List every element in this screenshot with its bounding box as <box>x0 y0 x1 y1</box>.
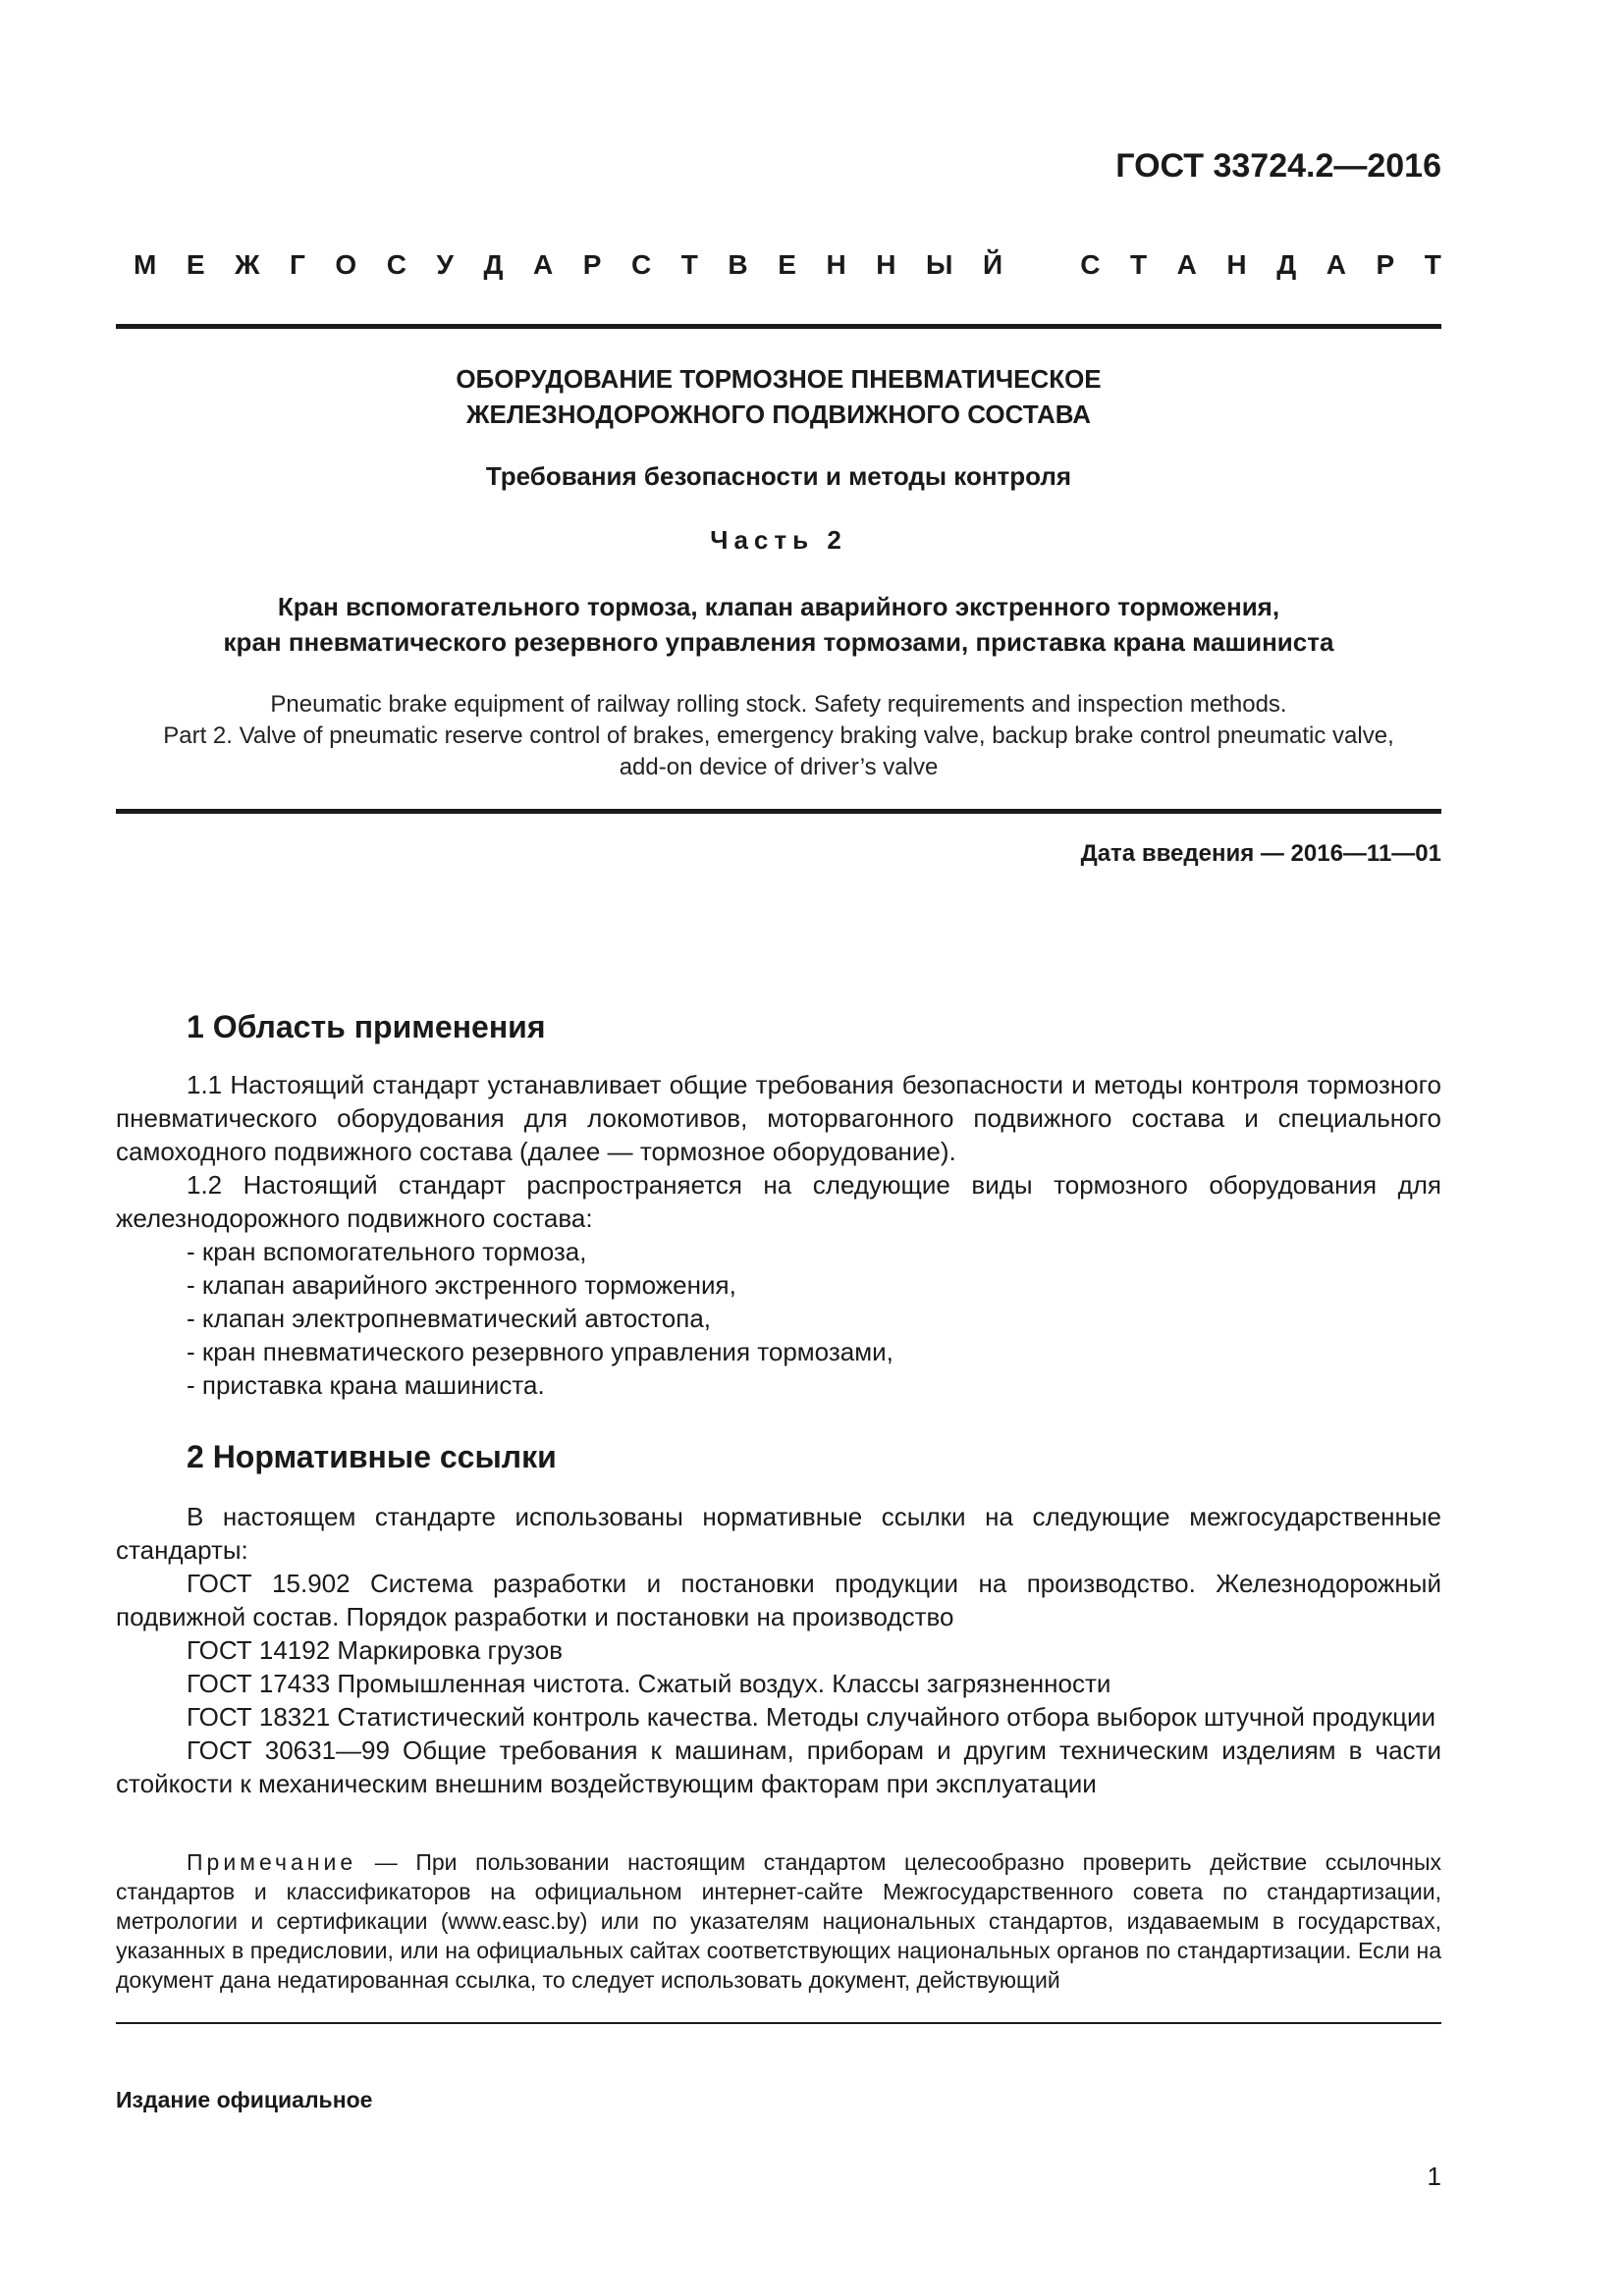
list-item: - кран пневматического резервного управления тормозами, <box>187 1337 893 1366</box>
banner-letter: С <box>1080 249 1101 280</box>
interstate-standard-banner <box>134 249 1441 281</box>
note-paragraph <box>116 1847 1441 1995</box>
list-item: - клапан аварийного экстренного торможения, <box>187 1270 736 1300</box>
reference-item: ГОСТ 18321 Статистический контроль качества. Методы случайного отбора выборок штучной продукции <box>187 1702 1436 1732</box>
title-bottom-rule <box>116 809 1441 814</box>
banner-letter <box>1033 249 1051 281</box>
english-title-line-2: Part 2. Valve of pneumatic reserve control of brakes, emergency braking valve, backup brake control pneumatic valve, <box>163 722 1394 749</box>
banner-letter: Д <box>1276 249 1297 280</box>
banner-letter: Е <box>186 249 205 280</box>
banner-letter: С <box>386 249 406 280</box>
banner-letter: В <box>728 249 748 280</box>
banner-letter: Д <box>483 249 504 280</box>
document-number: ГОСТ 33724.2—2016 <box>1115 147 1441 185</box>
list-item: - клапан электропневматический автостопа, <box>187 1304 712 1333</box>
top-rule <box>116 324 1441 329</box>
paragraph-1-2: 1.2 Настоящий стандарт распространяется на следующие виды тормозного оборудования для железнодорожного подвижного состава: <box>116 1170 1441 1233</box>
banner-letter: А <box>1326 249 1346 280</box>
banner-letter: Н <box>876 249 896 280</box>
introduction-date: Дата введения — 2016—11—01 <box>1080 840 1441 867</box>
banner-letter: Н <box>826 249 846 280</box>
banner-letter: Т <box>1129 249 1148 280</box>
section-2-body <box>116 1500 1441 1800</box>
banner-letter: Н <box>1226 249 1247 280</box>
english-title-line-1: Pneumatic brake equipment of railway rolling stock. Safety requirements and inspection methods. <box>270 691 1287 718</box>
list-item: - кран вспомогательного тормоза, <box>187 1237 587 1266</box>
official-edition-label: Издание официальное <box>116 2087 373 2112</box>
note-text: — При пользовании настоящим стандартом целесообразно проверить действие ссылочных стандартов и классификаторов на официальном интернет-сайте Межгосударственного совета по стандартизации, метрологии и сертификации (www.easc.by) или по указателям национальных стандартов, издаваемым в государствах, указанных в предисловии, или на официальных сайтах соответствующих национальных органов по стандартизации. Если на документ дана недатированная ссылка, то следует использовать документ, действующий <box>116 1849 1441 1993</box>
footer-rule <box>116 2022 1441 2024</box>
section-1-body <box>116 1068 1441 1402</box>
banner-letter: М <box>134 249 157 280</box>
reference-item: ГОСТ 17433 Промышленная чистота. Сжатый воздух. Классы загрязненности <box>187 1669 1111 1698</box>
banner-letter: С <box>630 249 652 280</box>
document-title <box>116 361 1441 432</box>
reference-item: ГОСТ 14192 Маркировка грузов <box>187 1635 564 1665</box>
banner-letter: Ы <box>926 249 953 280</box>
section-2-heading: 2 Нормативные ссылки <box>187 1439 557 1474</box>
title-line-1: ОБОРУДОВАНИЕ ТОРМОЗНОЕ ПНЕВМАТИЧЕСКОЕ <box>456 364 1102 394</box>
reference-item: ГОСТ 30631—99 Общие требования к машинам, приборам и другим техническим изделиям в части стойкости к механическим внешним воздействующим факторам при эксплуатации <box>116 1735 1441 1798</box>
page-number: 1 <box>1427 2162 1441 2191</box>
banner-letter: О <box>335 249 357 280</box>
banner-letter: А <box>532 249 554 280</box>
english-title-line-3: add-on device of driver’s valve <box>619 754 939 780</box>
title-line-2: ЖЕЛЕЗНОДОРОЖНОГО ПОДВИЖНОГО СОСТАВА <box>466 400 1091 429</box>
banner-letter: Г <box>289 249 305 280</box>
banner-letter: У <box>436 249 454 280</box>
english-title <box>116 689 1441 783</box>
part-title-line-2: кран пневматического резервного управления тормозами, приставка крана машиниста <box>223 627 1334 657</box>
list-item: - приставка крана машиниста. <box>187 1370 545 1400</box>
banner-letter: Е <box>778 249 796 280</box>
banner-letter: Й <box>982 249 1003 280</box>
banner-letter: А <box>1176 249 1197 280</box>
paragraph-1-1: 1.1 Настоящий стандарт устанавливает общие требования безопасности и методы контроля тормозного пневматического оборудования для локомотивов, моторвагонного подвижного состава и специального самоходного подвижного состава (далее — тормозное оборудование). <box>116 1070 1441 1166</box>
note-block <box>116 1847 1441 1995</box>
banner-letter: Р <box>582 249 602 280</box>
banner-letter: Ж <box>235 249 260 280</box>
part-title <box>116 589 1441 660</box>
banner-letter: Р <box>1376 249 1395 280</box>
part-label: Часть 2 <box>710 525 847 555</box>
part-title-line-1: Кран вспомогательного тормоза, клапан аварийного экстренного торможения, <box>277 592 1280 621</box>
section-1-heading: 1 Область применения <box>187 1009 546 1044</box>
banner-letter: Т <box>680 249 698 280</box>
document-subtitle: Требования безопасности и методы контроля <box>485 461 1072 491</box>
section-2-intro: В настоящем стандарте использованы нормативные ссылки на следующие межгосударственные стандарты: <box>116 1502 1441 1565</box>
banner-letter: Т <box>1424 249 1441 280</box>
note-label: Примечание <box>187 1849 357 1875</box>
reference-item: ГОСТ 15.902 Система разработки и постановки продукции на производство. Железнодорожный подвижной состав. Порядок разработки и постановки на производство <box>116 1569 1441 1631</box>
